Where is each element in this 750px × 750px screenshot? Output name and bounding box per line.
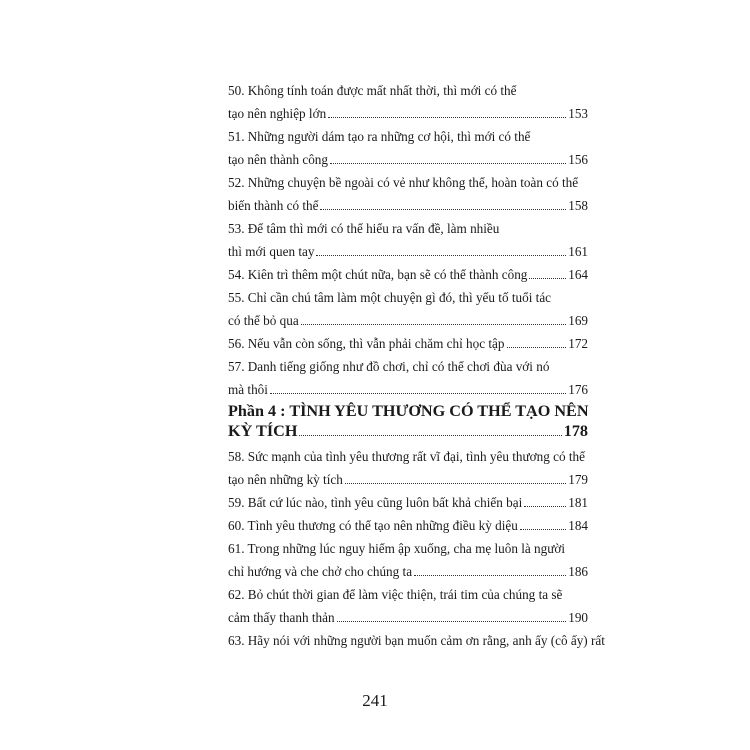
toc-entry-title: 55. Chỉ cần chú tâm làm một chuyện gì đó, thì yếu tố tuổi tác	[228, 290, 552, 305]
toc-page-number: 169	[568, 313, 588, 328]
toc-entry-title: tạo nên thành công	[228, 152, 328, 167]
toc-entry	[228, 125, 588, 171]
dot-leader	[414, 575, 566, 576]
toc-page-number: 156	[568, 152, 588, 167]
dot-leader	[328, 117, 566, 118]
table-of-contents	[228, 79, 605, 652]
toc-line	[228, 171, 588, 194]
toc-entry-title: 60. Tình yêu thương có thể tạo nên những điều kỳ diệu	[228, 518, 518, 533]
toc-line	[228, 629, 605, 652]
toc-line	[228, 217, 588, 240]
toc-line	[228, 491, 588, 514]
toc-entry	[228, 491, 588, 514]
toc-line	[228, 148, 588, 171]
toc-entry-title: KỲ TÍCH	[228, 422, 298, 440]
dot-leader	[301, 324, 567, 325]
dot-leader	[507, 347, 567, 348]
toc-line	[228, 514, 588, 537]
toc-entry-title: tạo nên nghiệp lớn	[228, 106, 327, 121]
toc-line	[228, 332, 588, 355]
toc-line	[228, 102, 588, 125]
toc-page-number: 181	[568, 495, 588, 510]
toc-entry	[228, 217, 588, 263]
toc-page-number: 164	[568, 267, 588, 282]
toc-entry-title: Phần 4 : TÌNH YÊU THƯƠNG CÓ THỂ TẠO NÊN	[228, 402, 589, 420]
toc-entry	[228, 332, 588, 355]
toc-entry-title: biến thành có thể	[228, 198, 319, 213]
dot-leader	[316, 255, 566, 256]
toc-entry	[228, 355, 588, 401]
toc-entry-title: 58. Sức mạnh của tình yêu thương rất vĩ đại, tình yêu thương có thể	[228, 449, 585, 464]
toc-entry	[228, 629, 605, 652]
toc-entry-title: 54. Kiên trì thêm một chút nữa, bạn sẽ có thể thành công	[228, 267, 528, 282]
toc-line	[228, 606, 588, 629]
toc-line	[228, 468, 588, 491]
toc-page-number: 176	[568, 382, 588, 397]
toc-line	[228, 560, 588, 583]
toc-page-number: 186	[568, 564, 588, 579]
dot-leader	[529, 278, 566, 279]
toc-entry-title: 63. Hãy nói với những người bạn muốn cảm ơn rằng, anh ấy (cô ấy) rất	[228, 633, 605, 648]
toc-entry-title: có thể bỏ qua	[228, 313, 299, 328]
dot-leader	[520, 529, 566, 530]
toc-entry-title: 59. Bất cứ lúc nào, tình yêu cũng luôn bất khả chiến bại	[228, 495, 523, 510]
dot-leader	[524, 506, 566, 507]
toc-entry	[228, 537, 588, 583]
toc-line	[228, 421, 588, 441]
toc-entry-title: 61. Trong những lúc nguy hiểm ập xuống, cha mẹ luôn là người	[228, 541, 566, 556]
toc-page-number: 153	[568, 106, 588, 121]
toc-page-number: 158	[568, 198, 588, 213]
toc-entry	[228, 263, 588, 286]
page-number: 241	[362, 691, 388, 710]
toc-entry	[228, 445, 588, 491]
toc-line	[228, 445, 588, 468]
toc-entry-title: 50. Không tính toán được mất nhất thời, thì mới có thể	[228, 83, 517, 98]
toc-entry	[228, 514, 588, 537]
toc-page-number: 161	[568, 244, 588, 259]
toc-page-number: 172	[568, 336, 588, 351]
toc-entry	[228, 583, 588, 629]
toc-entry-title: cảm thấy thanh thản	[228, 610, 335, 625]
toc-line	[228, 537, 588, 560]
dot-leader	[337, 621, 567, 622]
toc-line	[228, 79, 588, 102]
toc-entry	[228, 171, 588, 217]
dot-leader	[330, 163, 566, 164]
toc-page-number: 190	[568, 610, 588, 625]
toc-entry-title: tạo nên những kỳ tích	[228, 472, 343, 487]
toc-entry-title: 52. Những chuyện bề ngoài có vẻ như không thể, hoàn toàn có thể	[228, 175, 579, 190]
dot-leader	[320, 209, 566, 210]
toc-line	[228, 240, 588, 263]
toc-entry-title: 51. Những người dám tạo ra những cơ hội, thì mới có thể	[228, 129, 531, 144]
toc-page-number: 178	[563, 422, 588, 440]
toc-entry-title: 62. Bỏ chút thời gian để làm việc thiện, trái tim của chúng ta sẽ	[228, 587, 563, 602]
toc-entry-title: chỉ hướng và che chở cho chúng ta	[228, 564, 413, 579]
toc-line	[228, 125, 588, 148]
toc-entry-title: mà thôi	[228, 382, 268, 397]
dot-leader	[345, 483, 566, 484]
dot-leader	[299, 435, 561, 436]
toc-line	[228, 583, 588, 606]
toc-entry-title: 56. Nếu vẫn còn sống, thì vẫn phải chăm chỉ học tập	[228, 336, 505, 351]
toc-entry	[228, 79, 588, 125]
toc-page-number: 179	[568, 472, 588, 487]
toc-line	[228, 378, 588, 401]
dot-leader	[270, 393, 566, 394]
toc-entry-title: thì mới quen tay	[228, 244, 315, 259]
toc-line	[228, 263, 588, 286]
toc-line	[228, 355, 588, 378]
toc-line	[228, 194, 588, 217]
toc-section-heading	[228, 401, 588, 441]
toc-page-number: 184	[568, 518, 588, 533]
toc-line	[228, 309, 588, 332]
toc-line	[228, 401, 588, 421]
toc-entry-title: 53. Để tâm thì mới có thể hiểu ra vấn đề, làm nhiều	[228, 221, 500, 236]
toc-entry	[228, 286, 588, 332]
toc-line	[228, 286, 588, 309]
toc-entry-title: 57. Danh tiếng giống như đồ chơi, chỉ có thể chơi đùa với nó	[228, 359, 550, 374]
